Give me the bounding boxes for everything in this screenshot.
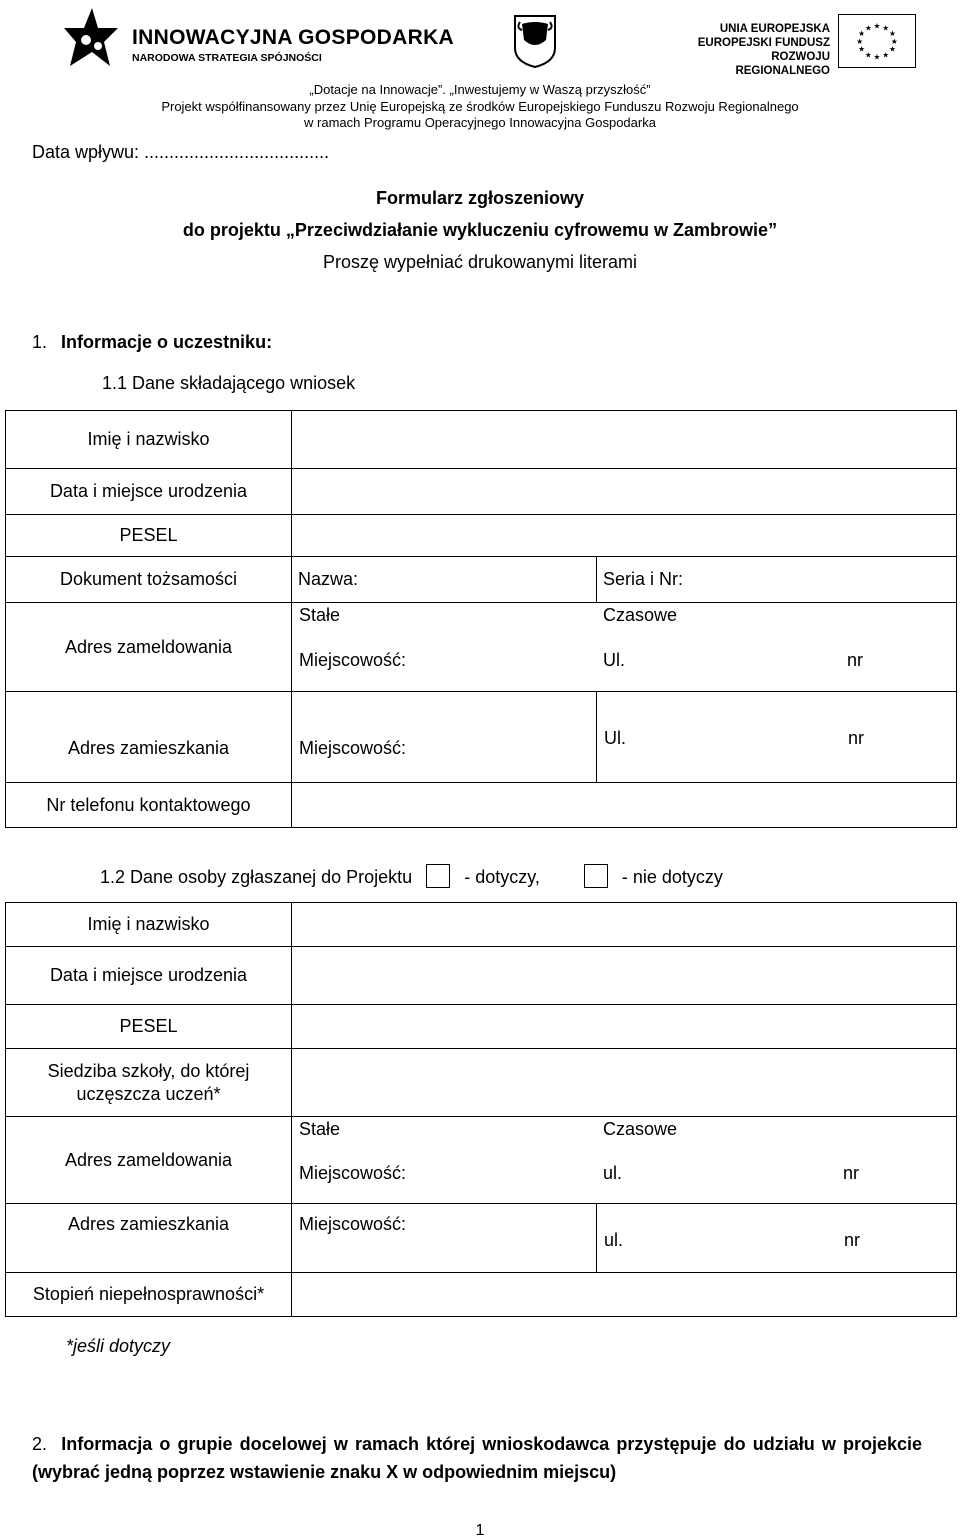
label-residence-address xyxy=(6,692,292,783)
input-disability[interactable] xyxy=(292,1273,957,1317)
logo-title: INNOWACYJNA GOSPODARKA xyxy=(132,26,455,49)
svg-text:★: ★ xyxy=(890,36,898,46)
eu-line-3: ROZWOJU REGIONALNEGO xyxy=(735,51,830,77)
label-residence-address-2-text: Adres zamieszkania xyxy=(67,1214,230,1234)
label-birth-text: Data i miejsce urodzenia xyxy=(49,481,248,501)
label-id-document xyxy=(6,557,292,603)
label-registered-address-text: Adres zameldowania xyxy=(64,636,233,657)
logo-subtitle: NARODOWA STRATEGIA SPÓJNOŚCI xyxy=(132,52,322,64)
label-registered-address-2-text: Adres zameldowania xyxy=(64,1149,233,1170)
id-name-label: Nazwa: xyxy=(298,569,359,589)
label-birth-2-text: Data i miejsce urodzenia xyxy=(49,965,248,985)
svg-text:★: ★ xyxy=(873,21,881,31)
not-applies-label: - nie dotyczy xyxy=(621,866,723,887)
residence-street-label: Ul. xyxy=(604,728,626,748)
section-1-title: Informacje o uczestniku: xyxy=(61,332,273,352)
input-residence-street-2[interactable] xyxy=(597,1204,957,1273)
label-disability xyxy=(6,1273,292,1317)
label-phone xyxy=(6,783,292,828)
page-number: 1 xyxy=(475,1522,485,1539)
funding-banner xyxy=(0,82,960,132)
svg-text:★: ★ xyxy=(864,50,872,60)
subsection-1-1-heading: 1.1 Dane składającego wniosek xyxy=(102,373,356,393)
input-registered-address[interactable] xyxy=(292,603,957,692)
svg-text:★: ★ xyxy=(858,44,866,54)
label-pesel-2 xyxy=(6,1005,292,1049)
applies-checkbox[interactable] xyxy=(426,864,450,888)
residence-city-label: Miejscowość: xyxy=(299,738,407,758)
input-registered-address-2[interactable] xyxy=(292,1117,957,1204)
input-residence-street[interactable] xyxy=(597,692,957,783)
input-pesel[interactable] xyxy=(292,515,957,557)
svg-text:★: ★ xyxy=(888,29,896,39)
label-pesel-text: PESEL xyxy=(119,525,178,545)
innowacyjna-gospodarka-logo xyxy=(62,6,455,78)
bison-emblem-icon xyxy=(512,14,558,68)
label-residence-address-text: Adres zamieszkania xyxy=(67,738,230,758)
participant-data-table xyxy=(5,902,957,1317)
applicant-data-table xyxy=(5,410,957,828)
project-title: do projektu „Przeciwdziałanie wykluczeniu cyfrowemu w Zambrowie” xyxy=(182,220,778,240)
applies-label: - dotyczy, xyxy=(464,866,540,887)
section-2-text: Informacja o grupie docelowej w ramach której wnioskodawca przystępuje do udziału w projekcie (wybrać jedną poprzez wstawienie znaku X w odpowiednim miejscu) xyxy=(32,1434,922,1482)
label-residence-address-2 xyxy=(6,1204,292,1273)
form-title: Formularz zgłoszeniowy xyxy=(375,188,585,208)
eu-flag-icon xyxy=(838,14,916,68)
eu-line-2: EUROPEJSKI FUNDUSZ xyxy=(697,37,830,49)
section-2-number: 2. xyxy=(32,1434,48,1454)
city-label: Miejscowość: xyxy=(299,650,407,670)
section-2-heading xyxy=(32,1430,922,1486)
banner-line-2: Projekt współfinansowany przez Unię Europejską ze środków Europejskiego Funduszu Rozwoju Regionalnego xyxy=(161,98,799,114)
label-school-line-2: uczęszcza uczeń* xyxy=(76,1083,221,1104)
eu-fund-label xyxy=(690,22,830,78)
label-school-line-1: Siedziba szkoły, do której xyxy=(47,1060,250,1081)
intake-date-field[interactable]: Data wpływu: ..................................... xyxy=(32,142,330,162)
label-birth xyxy=(6,469,292,515)
label-pesel-2-text: PESEL xyxy=(119,1016,178,1036)
label-name xyxy=(6,411,292,469)
residence-street-label-2: ul. xyxy=(604,1230,624,1250)
svg-text:★: ★ xyxy=(882,50,890,60)
residence-nr-label-2: nr xyxy=(844,1230,861,1250)
svg-text:★: ★ xyxy=(864,23,872,33)
svg-text:★: ★ xyxy=(873,52,881,62)
input-name-2[interactable] xyxy=(292,903,957,947)
label-id-document-text: Dokument tożsamości xyxy=(59,569,238,589)
id-series-label: Seria i Nr: xyxy=(603,569,684,589)
svg-text:★: ★ xyxy=(856,36,864,46)
input-id-series[interactable] xyxy=(597,557,957,603)
residence-city-label-2: Miejscowość: xyxy=(299,1214,407,1234)
footnote: *jeśli dotyczy xyxy=(66,1336,171,1356)
banner-line-1: „Dotacje na Innowacje”. „Inwestujemy w Waszą przyszłość” xyxy=(309,82,651,97)
permanent-label-2: Stałe xyxy=(299,1119,341,1139)
temporary-label: Czasowe xyxy=(603,605,678,625)
section-1-heading xyxy=(32,332,272,353)
input-birth-2[interactable] xyxy=(292,947,957,1005)
nr-label-2: nr xyxy=(843,1163,860,1183)
input-residence-city-2[interactable] xyxy=(292,1204,597,1273)
label-pesel xyxy=(6,515,292,557)
temporary-label-2: Czasowe xyxy=(603,1119,678,1139)
label-phone-text: Nr telefonu kontaktowego xyxy=(46,794,251,815)
city-label-2: Miejscowość: xyxy=(299,1163,407,1183)
subsection-1-2-label: 1.2 Dane osoby zgłaszanej do Projektu xyxy=(100,866,413,887)
input-phone[interactable] xyxy=(292,783,957,828)
input-name[interactable] xyxy=(292,411,957,469)
input-school[interactable] xyxy=(292,1049,957,1117)
permanent-label: Stałe xyxy=(299,605,341,625)
section-1-number: 1. xyxy=(32,332,48,352)
street-label: Ul. xyxy=(603,650,625,670)
not-applies-checkbox[interactable] xyxy=(584,864,608,888)
input-birth[interactable] xyxy=(292,469,957,515)
svg-text:★: ★ xyxy=(858,29,866,39)
banner-line-3: w ramach Programu Operacyjnego Innowacyjna Gospodarka xyxy=(304,115,656,130)
input-pesel-2[interactable] xyxy=(292,1005,957,1049)
label-registered-address xyxy=(6,603,292,692)
label-disability-text: Stopień niepełnosprawności* xyxy=(32,1284,265,1304)
label-school xyxy=(6,1049,292,1117)
label-name-2 xyxy=(6,903,292,947)
star-logo-icon xyxy=(62,6,124,76)
svg-text:★: ★ xyxy=(882,23,890,33)
input-id-name[interactable] xyxy=(292,557,597,603)
subsection-1-2-heading xyxy=(100,866,723,890)
street-label-2: ul. xyxy=(603,1163,623,1183)
residence-nr-label: nr xyxy=(848,728,865,748)
svg-text:★: ★ xyxy=(888,44,896,54)
fill-instruction: Proszę wypełniać drukowanymi literami xyxy=(322,252,638,272)
nr-label: nr xyxy=(847,650,864,670)
label-birth-2 xyxy=(6,947,292,1005)
label-name-text: Imię i nazwisko xyxy=(87,429,210,449)
eu-line-1: UNIA EUROPEJSKA xyxy=(719,23,830,35)
label-registered-address-2 xyxy=(6,1117,292,1204)
input-residence-city[interactable] xyxy=(292,692,597,783)
label-name-2-text: Imię i nazwisko xyxy=(87,914,210,934)
